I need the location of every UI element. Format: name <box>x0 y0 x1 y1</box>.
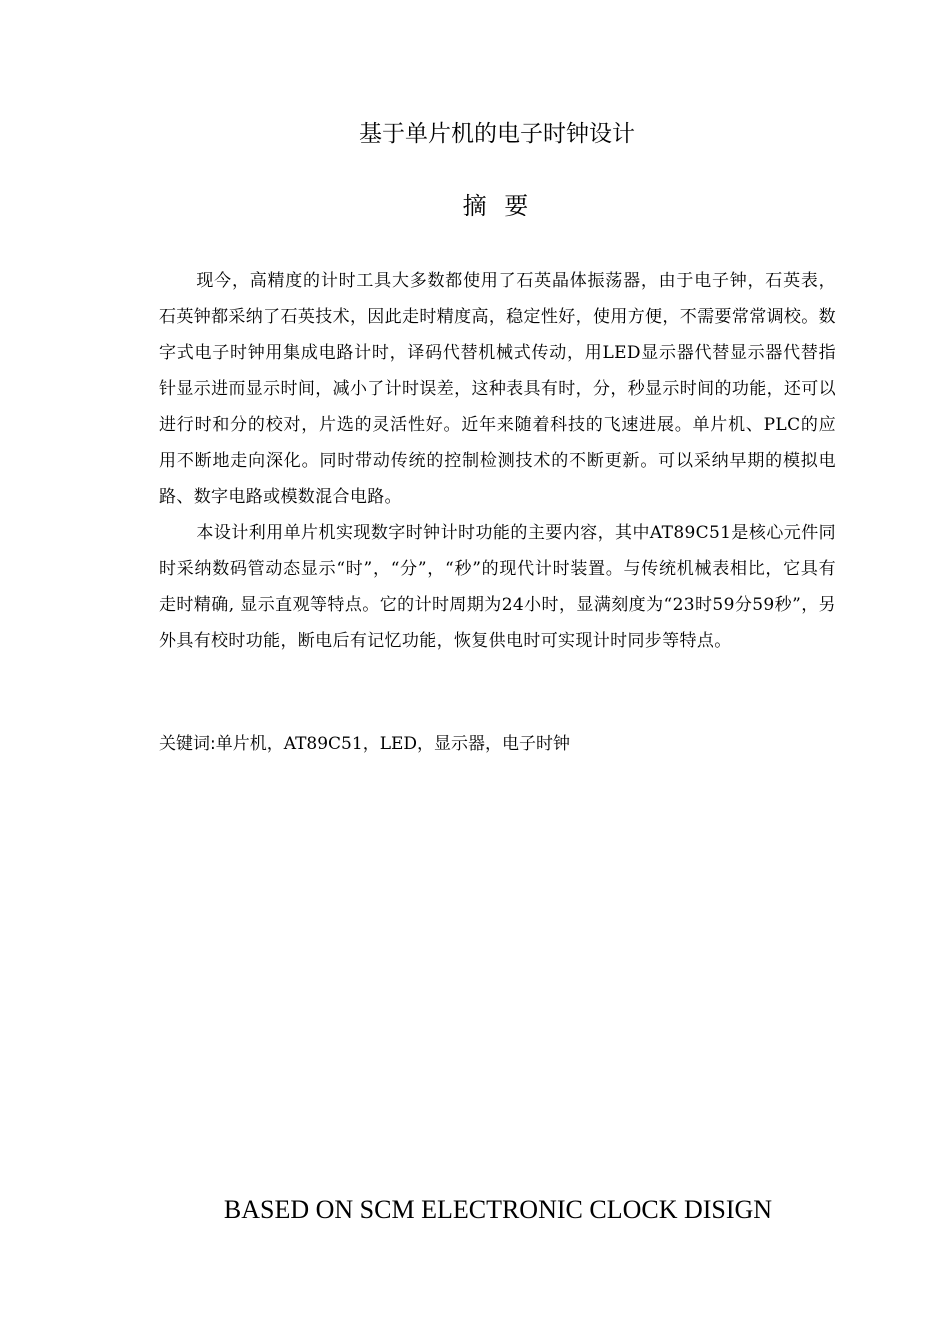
abstract-heading: 摘 要 <box>462 192 534 220</box>
english-title: BASED ON SCM ELECTRONIC CLOCK DISIGN <box>223 1195 773 1224</box>
abstract-paragraph-1: 现今，高精度的计时工具大多数都使用了石英晶体振荡器，由于电子钟，石英表，石英钟都采纳了石英技术，因此走时精度高，稳定性好，使用方便，不需要常常调校。数字式电子时钟用集成电路计时，译码代替机械式传动，用LED显示器代替显示器代替指针显示进而显示时间，减小了计时误差，这种表具有时，分，秒显示时间的功能，还可以进行时和分的校对，片选的灵活性好。近年来随着科技的飞速进展。单片机、PLC的应用不断地走向深化。同时带动传统的控制检测技术的不断更新。可以采纳早期的模拟电路、数字电路或模数混合电路。 <box>159 271 836 507</box>
keywords-text: 单片机，AT89C51，LED，显示器，电子时钟 <box>215 734 571 754</box>
abstract-paragraph-2: 本设计利用单片机实现数字时钟计时功能的主要内容，其中AT89C51是核心元件同时采纳数码管动态显示“时”，“分”，“秒”的现代计时装置。与传统机械表相比，它具有走时精确, 显示直观等特点。它的计时周期为24小时，显满刻度为“23时59分59秒”，另外具有校时功能，断电后有记忆功能，恢复供电时可实现计时同步等特点。 <box>159 523 836 651</box>
page-title: 基于单片机的电子时钟设计 <box>359 121 635 147</box>
keywords-label: 关键词: <box>159 734 216 754</box>
abstract-body <box>159 263 836 659</box>
keywords-line <box>159 728 839 760</box>
